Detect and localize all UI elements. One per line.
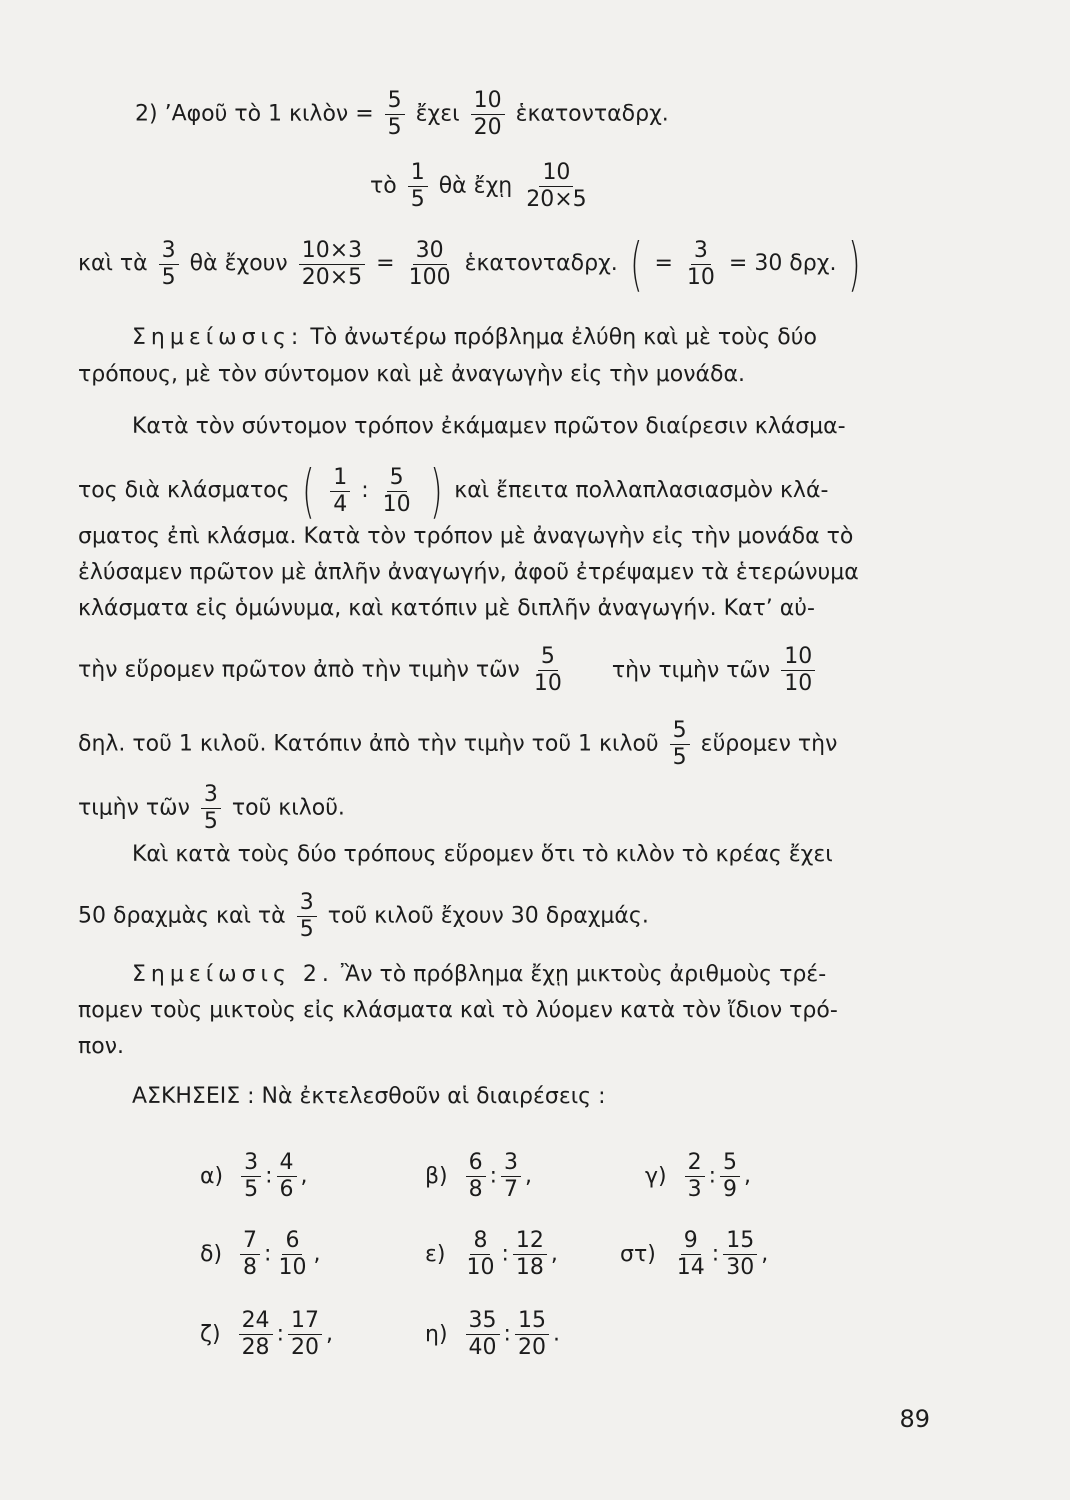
punct: . xyxy=(552,1321,560,1347)
para-2-line-2: 50 δραχμὰς καὶ τὰ $\frac{3}{5}$ τοῦ κιλοῦ ἔχουν 30 δραχμάς. xyxy=(78,890,649,942)
fraction: $\frac{30}{100}$ xyxy=(408,237,451,290)
fraction: $\frac{5}{9}$ xyxy=(720,1150,740,1203)
intro-text: ἔχει xyxy=(415,101,460,127)
paren-open: ( xyxy=(301,457,315,525)
fraction: $\frac{5}{5}$ xyxy=(670,718,690,771)
exercise-label: γ) xyxy=(645,1163,667,1189)
fraction: $\frac{4}{6}$ xyxy=(277,1150,297,1203)
note-title: Σημείωσις 2. xyxy=(132,962,334,987)
punct: , xyxy=(525,1163,533,1189)
para-1-line-8: τιμὴν τῶν $\frac{3}{5}$ τοῦ κιλοῦ. xyxy=(78,782,345,834)
punct: , xyxy=(761,1241,769,1267)
para-1-line-5: κλάσματα εἰς ὁμώνυμα, καὶ κατόπιν μὲ διπλῆν ἀναγωγήν. Κατ’ αὐ- xyxy=(78,596,815,621)
colon: : xyxy=(489,1163,498,1189)
exercise-label: ζ) xyxy=(200,1321,221,1347)
punct: , xyxy=(550,1241,558,1267)
punct: , xyxy=(300,1163,308,1189)
intro-text: ἑκατονταδρχ. xyxy=(515,101,669,127)
fraction: $\frac{9}{14}$ xyxy=(676,1228,705,1280)
exercise-label: η) xyxy=(425,1321,448,1347)
note-1-line-2: τρόπους, μὲ τὸν σύντομον καὶ μὲ ἀναγωγὴν εἰς τὴν μονάδα. xyxy=(78,362,745,387)
exercise-item xyxy=(200,1228,320,1281)
punct: , xyxy=(325,1321,333,1347)
colon: : xyxy=(264,1241,272,1267)
exercise-item xyxy=(425,1150,532,1203)
para-1-line-4: ἐλύσαμεν πρῶτον μὲ ἁπλῆν ἀναγωγήν, ἀφοῦ ἐτρέψαμεν τὰ ἑτερώνυμα xyxy=(78,560,859,585)
fraction: $\frac{3}{5}$ xyxy=(201,782,221,835)
exercise-label: α) xyxy=(200,1163,224,1189)
exercise-label: στ) xyxy=(620,1241,656,1267)
para-1-line-2: τος διὰ κλάσματος ( $\frac{1}{4}$ : $\frac{5}{10}$ ) καὶ ἔπειτα πολλαπλασιασμὸν κλά- xyxy=(78,457,829,525)
fraction: $\frac{3}{5}$ xyxy=(297,890,317,943)
page-number: 89 xyxy=(899,1405,930,1433)
fraction: $\frac{5}{5}$ xyxy=(385,88,405,141)
problem-label: 2) xyxy=(135,101,158,127)
exercise-label: δ) xyxy=(200,1241,223,1267)
fraction: $\frac{35}{40}$ xyxy=(466,1308,500,1361)
fraction: $\frac{1}{4}$ xyxy=(330,465,350,518)
fraction: $\frac{17}{20}$ xyxy=(288,1308,322,1361)
exercise-label: β) xyxy=(425,1163,448,1189)
exercise-item xyxy=(425,1228,558,1281)
para-1-line-3: σματος ἐπὶ κλάσμα. Κατὰ τὸν τρόπον μὲ ἀναγωγὴν εἰς τὴν μονάδα τὸ xyxy=(78,524,854,549)
fraction: $\frac{12}{18}$ xyxy=(513,1228,547,1281)
exercise-item xyxy=(620,1228,768,1281)
fraction: $\frac{15}{20}$ xyxy=(515,1308,549,1361)
punct: , xyxy=(313,1241,321,1267)
note-2-line-3: πον. xyxy=(78,1034,124,1059)
fraction: $\frac{5}{10}$ xyxy=(533,644,562,696)
punct: , xyxy=(744,1163,752,1189)
note-title: Σημείωσις: xyxy=(132,325,304,350)
fraction: $\frac{1}{5}$ xyxy=(408,160,428,213)
paren-close: ) xyxy=(848,230,861,298)
exercise-item xyxy=(425,1308,560,1361)
equation-line-3: καὶ τὰ $\frac{3}{5}$ θὰ ἔχουν $\frac{10\times 3}{20\times 5}$ = $\frac{30}{100}$ ἑκατονταδρχ. ( = $\frac{3}{10}$ = 30 δρχ. ) xyxy=(78,230,861,298)
fraction: $\frac{5}{10}$ xyxy=(382,464,411,517)
fraction: $\frac{7}{8}$ xyxy=(240,1228,260,1281)
fraction: $\frac{6}{10}$ xyxy=(278,1228,307,1280)
fraction: $\frac{3}{5}$ xyxy=(159,238,179,291)
fraction: $\frac{10\times 3}{20\times 5}$ xyxy=(299,238,365,291)
colon: : xyxy=(711,1241,720,1267)
para-1-line-6: τὴν εὕρομεν πρῶτον ἀπὸ τὴν τιμὴν τῶν $\frac{5}{10}$ τὴν τιμὴν τῶν $\frac{10}{10}$ xyxy=(78,644,819,697)
intro-line xyxy=(135,88,669,141)
note-2-line-1: Σημείωσις 2. Ἂν τὸ πρόβλημα ἔχῃ μικτοὺς ἀριθμοὺς τρέ- xyxy=(132,962,827,987)
equation-line-2: τὸ $\frac{1}{5}$ θὰ ἔχῃ $\frac{10}{20\times 5}$ xyxy=(370,160,594,213)
para-2-line-1: Καὶ κατὰ τοὺς δύο τρόπους εὕρομεν ὅτι τὸ κιλὸν τὸ κρέας ἔχει xyxy=(132,842,833,867)
fraction: $\frac{2}{3}$ xyxy=(685,1150,705,1203)
fraction: $\frac{3}{7}$ xyxy=(501,1150,521,1203)
para-1-line-7: δηλ. τοῦ 1 κιλοῦ. Κατόπιν ἀπὸ τὴν τιμὴν τοῦ 1 κιλοῦ $\frac{5}{5}$ εὕρομεν τὴν xyxy=(78,718,838,770)
intro-text: ’Αφοῦ τὸ 1 κιλὸν = xyxy=(164,101,374,127)
fraction: $\frac{3}{5}$ xyxy=(241,1150,261,1203)
exercises-title: ΑΣΚΗΣΕΙΣ : Νὰ ἐκτελεσθοῦν αἱ διαιρέσεις : xyxy=(132,1084,606,1109)
para-1-line-1: Κατὰ τὸν σύντομον τρόπον ἐκάμαμεν πρῶτον διαίρεσιν κλάσμα- xyxy=(132,414,846,439)
fraction: $\frac{10}{20}$ xyxy=(471,88,505,141)
exercise-item xyxy=(200,1150,308,1203)
exercise-label: ε) xyxy=(425,1241,446,1267)
paren-close: ) xyxy=(429,457,443,525)
paren-open: ( xyxy=(629,230,643,298)
colon: : xyxy=(708,1163,717,1189)
fraction: $\frac{8}{10}$ xyxy=(466,1228,495,1280)
fraction: $\frac{3}{10}$ xyxy=(686,237,715,290)
fraction: $\frac{24}{28}$ xyxy=(239,1308,273,1361)
colon: : xyxy=(265,1163,273,1189)
exercise-item xyxy=(645,1150,751,1203)
fraction: $\frac{10}{20\times 5}$ xyxy=(526,160,587,212)
fraction: $\frac{6}{8}$ xyxy=(466,1150,486,1203)
fraction: $\frac{15}{30}$ xyxy=(723,1228,757,1281)
colon: : xyxy=(503,1321,511,1347)
note-1-line-1: Σημείωσις: Τὸ ἀνωτέρω πρόβλημα ἐλύθη καὶ μὲ τοὺς δύο xyxy=(132,325,817,350)
fraction: $\frac{10}{10}$ xyxy=(781,644,815,697)
exercise-item xyxy=(200,1308,333,1361)
colon: : xyxy=(276,1321,284,1347)
note-2-line-2: πομεν τοὺς μικτοὺς εἰς κλάσματα καὶ τὸ λύομεν κατὰ τὸν ἴδιον τρό- xyxy=(78,998,838,1023)
colon: : xyxy=(501,1241,509,1267)
